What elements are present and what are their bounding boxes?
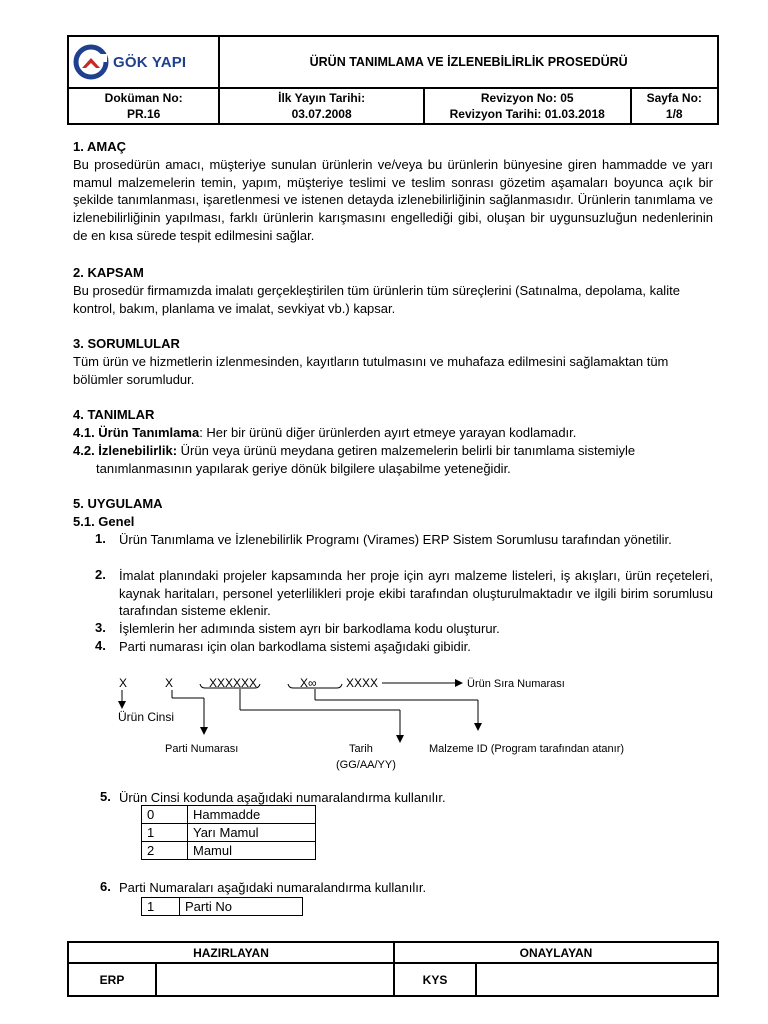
code-char-date: XXXXXX	[209, 676, 258, 690]
list-item-3-number: 3.	[95, 620, 106, 635]
definition-4-1	[73, 424, 713, 442]
table-row	[142, 898, 303, 916]
type-name-cell: Mamul	[188, 842, 316, 860]
batch-code-cell: 1	[142, 898, 180, 916]
batch-number-label: Parti Numarası	[165, 743, 239, 755]
section-4-title: 4. TANIMLAR	[73, 407, 155, 422]
definition-4-2	[73, 442, 713, 460]
document-title: ÜRÜN TANIMLAMA VE İZLENEBİLİRLİK PROSEDÜRÜ	[219, 36, 718, 88]
page-cell	[631, 88, 719, 124]
prepared-header: HAZIRLAYAN	[68, 942, 394, 963]
section-1-text: Bu prosedürün amacı, müşteriye sunulan ürünlerin ve/veya bu ürünlerin bünyesine giren hammadde ve yarı mamul malzemelerin temin, yapım, müşteriye teslimi ve teslim sonrası gözetim aşamaları boyunca açık bir şekilde tanımlanması, işaretlenmesi ve istenen detayda izlenebilirliğinin sağlanmasıdır. Ürünlerin tanımlama ve izlenebilirliğinin yapılması, farklı ürünlerin karışmasını engellediği gibi, oluşan bir uygunsuzluğun nedenlerinin de en kısa sürede tespit edilmesini sağlar.	[73, 157, 713, 243]
type-code-cell: 2	[142, 842, 188, 860]
revision-date: Revizyon Tarihi: 01.03.2018	[449, 107, 605, 121]
product-type-label: Ürün Cinsi	[118, 710, 175, 724]
company-logo-icon	[73, 44, 109, 80]
first-pub-value: 03.07.2008	[291, 107, 352, 121]
approval-footer	[67, 941, 719, 997]
doc-no-cell	[68, 88, 219, 124]
list-item-1-text: Ürün Tanımlama ve İzlenebilirlik Programı (Virames) ERP Sistem Sorumlusu tarafından yönetilir.	[119, 532, 672, 547]
list-item-3-text: İşlemlerin her adımında sistem ayrı bir barkodlama kodu oluşturur.	[119, 621, 500, 636]
company-logo-text: GÖK YAPI	[113, 53, 187, 71]
logo-cell	[68, 36, 219, 88]
section-3-text: Tüm ürün ve hizmetlerin izlenmesinden, kayıtların tutulmasını ve muhafaza edilmesini sağlamaktan tüm bölümler sorumludur.	[73, 354, 669, 387]
section-2-text: Bu prosedür firmamızda imalatı gerçekleştirilen tüm ürünlerin tüm süreçlerini (Satınalma, depolama, kalite kontrol, bakım, planlama ve imalat, sevkiyat vb.) kapsar.	[73, 283, 680, 316]
prepared-by: ERP	[68, 963, 156, 996]
section-5-1-title: 5.1. Genel	[73, 514, 135, 529]
code-char-sequence: XXXX	[346, 676, 379, 690]
first-pub-label: İlk Yayın Tarihi:	[278, 91, 366, 105]
approved-signature	[476, 963, 718, 996]
list-item-2-text: İmalat planındaki projeler kapsamında her proje için ayrı malzeme listeleri, iş akışları, ürün reçeteleri, kaynak haritaları, personel yeterlilikleri proje ekibi tarafından oluşturulmaktadır ve ilgili birim sorumlusu tarafından sisteme eklenir.	[119, 568, 713, 619]
batch-number-table	[141, 897, 303, 916]
prepared-signature	[156, 963, 394, 996]
definition-4-2-text-cont: tanımlanmasının yapılarak geriye dönük bilgilere ulaşabilme yeteneğidir.	[96, 461, 511, 476]
list-item-1-number: 1.	[95, 531, 106, 546]
list-item-5-number: 5.	[100, 789, 111, 804]
definition-4-1-text: : Her bir ürünü diğer ürünlerden ayırt etmeye yarayan kodlamadır.	[199, 425, 577, 440]
page-label: Sayfa No:	[646, 91, 702, 105]
doc-no-value: PR.16	[126, 107, 161, 121]
list-item-4-number: 4.	[95, 638, 106, 653]
page-value: 1/8	[665, 107, 683, 121]
product-type-table	[141, 805, 316, 860]
revision-cell	[424, 88, 631, 124]
list-item-4-text: Parti numarası için olan barkodlama sistemi aşağıdaki gibidir.	[119, 639, 471, 654]
material-id-label: Malzeme ID (Program tarafından atanır)	[429, 743, 625, 755]
type-name-cell: Yarı Mamul	[188, 824, 316, 842]
batch-name-cell: Parti No	[180, 898, 303, 916]
type-code-cell: 0	[142, 806, 188, 824]
revision-no: Revizyon No: 05	[480, 91, 574, 105]
section-2-title: 2. KAPSAM	[73, 265, 144, 280]
first-pub-cell	[219, 88, 424, 124]
section-5-title: 5. UYGULAMA	[73, 496, 163, 511]
table-row	[142, 806, 316, 824]
definition-4-2-label: 4.2. İzlenebilirlik:	[73, 443, 178, 458]
type-code-cell: 1	[142, 824, 188, 842]
date-label: Tarih	[349, 743, 373, 755]
code-char-type: X	[119, 676, 128, 690]
date-format-label: (GG/AA/YY)	[336, 759, 396, 771]
table-row	[142, 824, 316, 842]
definition-4-2-text: Ürün veya ürünü meydana getiren malzemelerin belirli bir tanımlama sistemiyle	[177, 443, 636, 458]
section-3-title: 3. SORUMLULAR	[73, 336, 180, 351]
code-char-material: X∞	[300, 676, 317, 690]
definition-4-1-label: 4.1. Ürün Tanımlama	[73, 425, 200, 440]
doc-no-label: Doküman No:	[104, 91, 183, 105]
list-item-2-number: 2.	[95, 567, 106, 582]
seq-number-label: Ürün Sıra Numarası	[467, 678, 565, 690]
list-item-5-text: Ürün Cinsi kodunda aşağıdaki numaralandırma kullanılır.	[119, 790, 446, 805]
list-item-6-number: 6.	[100, 879, 111, 894]
approved-by: KYS	[394, 963, 476, 996]
document-header	[67, 35, 719, 125]
section-1-title: 1. AMAÇ	[73, 139, 126, 154]
code-char-batch: X	[165, 676, 174, 690]
list-item-6-text: Parti Numaraları aşağıdaki numaralandırma kullanılır.	[119, 880, 427, 895]
type-name-cell: Hammadde	[188, 806, 316, 824]
table-row	[142, 842, 316, 860]
approved-header: ONAYLAYAN	[394, 942, 718, 963]
